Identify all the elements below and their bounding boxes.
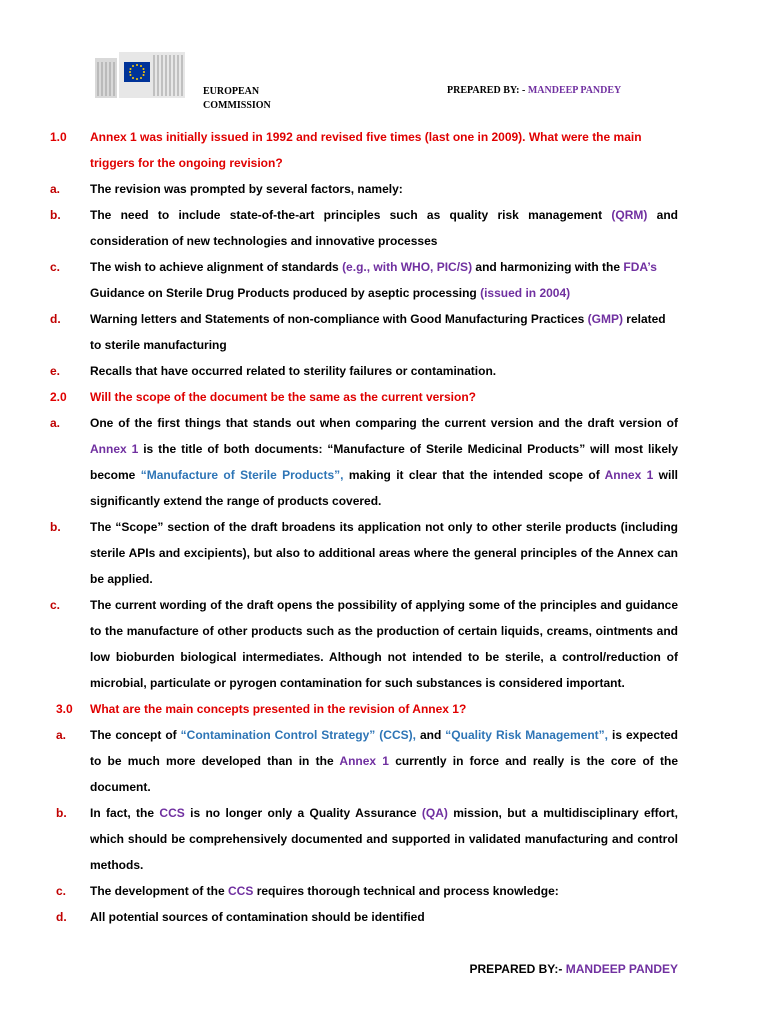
text-run: currently in force and really is the core of the document. bbox=[90, 754, 678, 794]
question-text: What are the main concepts presented in the revision of Annex 1? bbox=[90, 702, 467, 716]
text-run: and bbox=[415, 728, 446, 742]
item-text bbox=[90, 306, 678, 358]
text-run: Recalls that have occurred related to sterility failures or contamination. bbox=[90, 364, 497, 378]
text-run: mission, but a multidisciplinary effort, which should be comprehensively documented and supported in validated manufacturing and control methods. bbox=[90, 806, 678, 872]
org-line-1: EUROPEAN bbox=[203, 86, 260, 97]
text-run: The development of the bbox=[90, 884, 229, 898]
text-run: All potential sources of contamination should be identified bbox=[90, 910, 425, 924]
list-item bbox=[0, 202, 768, 254]
list-item bbox=[0, 176, 768, 202]
text-run: will significantly extend the range of products covered. bbox=[90, 468, 679, 508]
item-label: a. bbox=[50, 182, 61, 196]
list-item bbox=[0, 904, 768, 930]
item-label: b. bbox=[56, 806, 67, 820]
text-run: Annex 1 bbox=[90, 442, 139, 456]
organization-name bbox=[203, 85, 271, 113]
item-label: b. bbox=[50, 208, 61, 222]
item-label: d. bbox=[50, 312, 61, 326]
section-number: 1.0 bbox=[50, 130, 67, 144]
list-item bbox=[0, 722, 768, 800]
text-run: (GMP) bbox=[587, 312, 623, 326]
footer-prepared-by bbox=[470, 962, 678, 976]
prepared-by-name: MANDEEP PANDEY bbox=[527, 85, 622, 96]
header-prepared-by bbox=[447, 85, 621, 96]
text-run: (issued in 2004) bbox=[480, 286, 571, 300]
list-item bbox=[0, 306, 768, 358]
org-line-2: COMMISSION bbox=[203, 100, 271, 111]
text-run: The current wording of the draft opens the possibility of applying some of the principles and guidance to the manufacture of other products such as the production of certain liquids, creams, ointments and low bioburden biological intermediates. Although not intended to be sterile, a control/reduction of microbial, particulate or pyrogen contamination for such substances is considered important. bbox=[90, 598, 678, 690]
text-run: making it clear that the intended scope of bbox=[343, 468, 605, 482]
text-run: Warning letters and Statements of non-compliance with Good Manufacturing Practices bbox=[90, 312, 588, 326]
european-commission-logo bbox=[92, 52, 187, 102]
text-run: Guidance on Sterile Drug Products produced by aseptic processing bbox=[90, 286, 481, 300]
item-label: d. bbox=[56, 910, 67, 924]
item-text bbox=[90, 722, 678, 800]
footer-label: PREPARED BY:- bbox=[469, 962, 566, 976]
list-item bbox=[0, 800, 768, 878]
text-run: requires thorough technical and process knowledge: bbox=[253, 884, 559, 898]
item-label: c. bbox=[50, 260, 61, 274]
text-run: (e.g., with WHO, PIC/S) bbox=[342, 260, 473, 274]
item-text bbox=[90, 514, 678, 592]
text-run: One of the first things that stands out when comparing the current version and the draft version of bbox=[90, 416, 678, 430]
text-run: CCS bbox=[159, 806, 185, 820]
item-text bbox=[90, 878, 678, 904]
text-run: (QA) bbox=[421, 806, 448, 820]
text-run: related to sterile manufacturing bbox=[90, 312, 666, 352]
text-run: and consideration of new technologies and innovative processes bbox=[90, 208, 678, 248]
document-body bbox=[0, 124, 768, 930]
text-run: The revision was prompted by several factors, namely: bbox=[90, 182, 403, 196]
item-text bbox=[90, 176, 678, 202]
item-label: c. bbox=[56, 884, 67, 898]
item-label: e. bbox=[50, 364, 61, 378]
item-label: a. bbox=[50, 416, 61, 430]
text-run: is the title of both documents: “Manufacture of Sterile Medicinal Products” will most likely become bbox=[90, 442, 678, 482]
question-text: Annex 1 was initially issued in 1992 and revised five times (last one in 2009). What were the main triggers for the ongoing revision? bbox=[90, 130, 642, 170]
text-run: The wish to achieve alignment of standards bbox=[90, 260, 343, 274]
footer-name: MANDEEP PANDEY bbox=[565, 962, 678, 976]
item-text bbox=[90, 410, 678, 514]
text-run: “Contamination Control Strategy” bbox=[180, 728, 376, 742]
section-question bbox=[0, 384, 768, 410]
section-question bbox=[0, 124, 768, 176]
text-run: and harmonizing with the bbox=[472, 260, 624, 274]
item-label: a. bbox=[56, 728, 67, 742]
item-text bbox=[90, 800, 678, 878]
text-run: The concept of bbox=[90, 728, 181, 742]
section-number: 3.0 bbox=[56, 702, 73, 716]
prepared-by-label: PREPARED BY: - bbox=[447, 85, 528, 96]
list-item bbox=[0, 358, 768, 384]
text-run: “Manufacture of Sterile Products”, bbox=[140, 468, 344, 482]
text-run: is no longer only a Quality Assurance bbox=[184, 806, 422, 820]
text-run: (QRM) bbox=[611, 208, 648, 222]
question-text: Will the scope of the document be the same as the current version? bbox=[90, 390, 476, 404]
text-run: CCS bbox=[228, 884, 254, 898]
list-item bbox=[0, 592, 768, 696]
item-text bbox=[90, 358, 678, 384]
text-run: The need to include state-of-the-art principles such as quality risk management bbox=[90, 208, 612, 222]
section-question bbox=[0, 696, 768, 722]
list-item bbox=[0, 254, 768, 306]
text-run: Annex 1 bbox=[604, 468, 654, 482]
text-run: The “Scope” section of the draft broadens its application not only to other sterile products (including sterile APIs and excipients), but also to additional areas where the general principles of the Annex can be applied. bbox=[90, 520, 678, 586]
item-label: c. bbox=[50, 598, 61, 612]
text-run: is expected to be much more developed than in the bbox=[90, 728, 679, 768]
text-run: Annex 1 bbox=[339, 754, 389, 768]
text-run: (CCS), bbox=[375, 728, 416, 742]
page-header bbox=[0, 0, 768, 120]
item-text bbox=[90, 904, 678, 930]
item-text bbox=[90, 592, 678, 696]
text-run: In fact, the bbox=[90, 806, 160, 820]
text-run: “Quality Risk Management”, bbox=[445, 728, 608, 742]
item-text bbox=[90, 202, 678, 254]
item-text bbox=[90, 254, 678, 306]
list-item bbox=[0, 514, 768, 592]
text-run: FDA’s bbox=[623, 260, 657, 274]
item-label: b. bbox=[50, 520, 61, 534]
list-item bbox=[0, 410, 768, 514]
list-item bbox=[0, 878, 768, 904]
section-number: 2.0 bbox=[50, 390, 67, 404]
